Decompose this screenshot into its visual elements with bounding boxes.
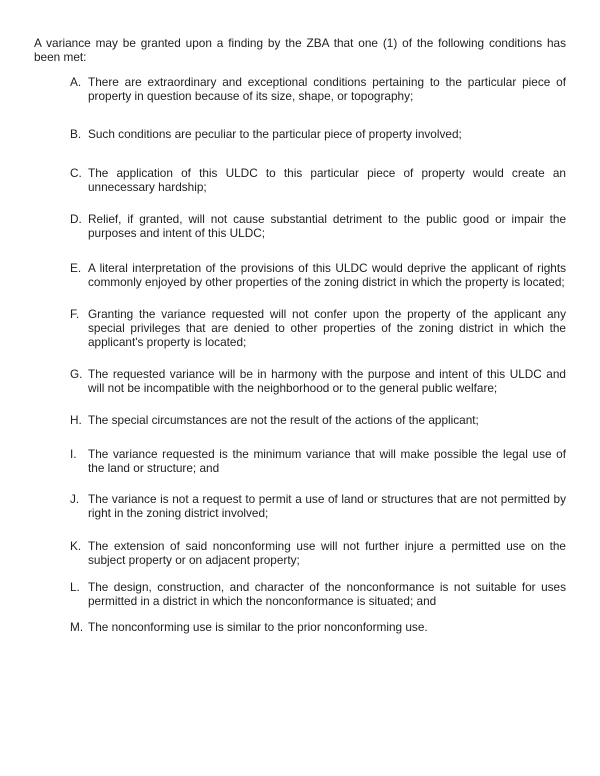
intro-paragraph: A variance may be granted upon a finding by the ZBA that one (1) of the following conditions has been met: xyxy=(34,36,566,64)
condition-text: Granting the variance requested will not confer upon the property of the applicant any special privileges that are denied to other properties of the zoning district in which the applicant's property is located; xyxy=(88,307,566,349)
condition-letter: K. xyxy=(70,539,82,553)
condition-text: There are extraordinary and exceptional conditions pertaining to the particular piece of property in question because of its size, shape, or topography; xyxy=(88,75,566,103)
condition-letter: L. xyxy=(70,580,80,594)
condition-item-g xyxy=(70,367,566,395)
condition-text: A literal interpretation of the provisions of this ULDC would deprive the applicant of rights commonly enjoyed by other properties of the zoning district in which the property is located; xyxy=(88,261,566,289)
condition-item-m xyxy=(70,620,566,634)
condition-letter: J. xyxy=(70,492,80,506)
condition-item-e xyxy=(70,261,566,289)
condition-text: The extension of said nonconforming use will not further injure a permitted use on the subject property or on adjacent property; xyxy=(88,539,566,567)
condition-item-k xyxy=(70,539,566,567)
condition-letter: A. xyxy=(70,75,82,89)
condition-text: The nonconforming use is similar to the prior nonconforming use. xyxy=(88,620,428,634)
condition-letter: M. xyxy=(70,620,84,634)
condition-letter: F. xyxy=(70,307,80,321)
condition-item-l xyxy=(70,580,566,608)
condition-text: Relief, if granted, will not cause substantial detriment to the public good or impair the purposes and intent of this ULDC; xyxy=(88,212,566,240)
condition-item-i xyxy=(70,447,566,475)
condition-item-c xyxy=(70,166,566,194)
condition-text: The design, construction, and character of the nonconformance is not suitable for uses permitted in a district in which the nonconformance is situated; and xyxy=(88,580,566,608)
condition-letter: I. xyxy=(70,447,77,461)
condition-text: Such conditions are peculiar to the particular piece of property involved; xyxy=(88,127,462,141)
condition-letter: E. xyxy=(70,261,82,275)
condition-text: The variance is not a request to permit a use of land or structures that are not permitted by right in the zoning district involved; xyxy=(88,492,566,520)
condition-letter: B. xyxy=(70,127,82,141)
condition-item-a xyxy=(70,75,566,103)
condition-letter: G. xyxy=(70,367,83,381)
condition-text: The requested variance will be in harmony with the purpose and intent of this ULDC and will not be incompatible with the neighborhood or to the general public welfare; xyxy=(88,367,566,395)
condition-letter: D. xyxy=(70,212,82,226)
condition-item-j xyxy=(70,492,566,520)
condition-letter: H. xyxy=(70,413,82,427)
condition-item-f xyxy=(70,307,566,349)
condition-text: The variance requested is the minimum variance that will make possible the legal use of the land or structure; and xyxy=(88,447,566,475)
condition-text: The special circumstances are not the result of the actions of the applicant; xyxy=(88,413,479,427)
condition-letter: C. xyxy=(70,166,82,180)
condition-item-b xyxy=(70,127,566,141)
condition-item-d xyxy=(70,212,566,240)
condition-item-h xyxy=(70,413,566,427)
condition-text: The application of this ULDC to this particular piece of property would create an unnecessary hardship; xyxy=(88,166,566,194)
